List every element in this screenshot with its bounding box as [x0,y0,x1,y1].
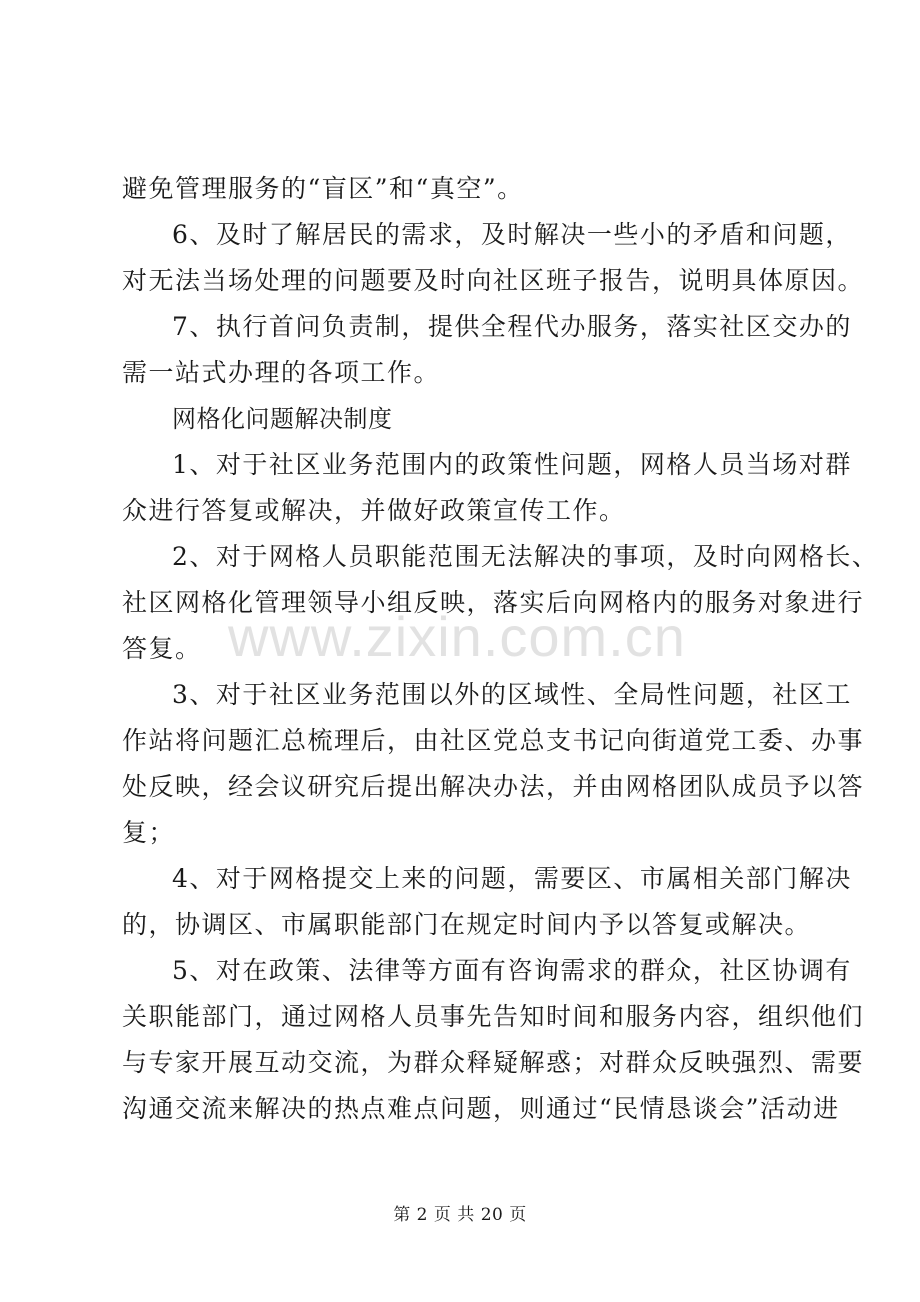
text-line: 1、对于社区业务范围内的政策性问题，网格人员当场对群 [172,450,852,479]
text-line: 的，协调区、市属职能部门在规定时间内予以答复或解决。 [122,910,812,939]
text-line: 处反映，经会议研究后提出解决办法，并由网格团队成员予以答 [122,772,865,801]
text-line: 与专家开展互动交流，为群众释疑解惑；对群众反映强烈、需要 [122,1048,865,1077]
text-line: 作站将问题汇总梳理后，由社区党总支书记向街道党工委、办事 [122,726,865,755]
text-line: 众进行答复或解决，并做好政策宣传工作。 [122,496,626,525]
text-line: 7、执行首问负责制，提供全程代办服务，落实社区交办的 [172,312,852,341]
text-line: 关职能部门，通过网格人员事先告知时间和服务内容，组织他们 [122,1002,865,1031]
text-line: 对无法当场处理的问题要及时向社区班子报告，说明具体原因。 [122,266,865,295]
text-line: 避免管理服务的“盲区”和“真空”。 [122,174,524,203]
text-line: 社区网格化管理领导小组反映，落实后向网格内的服务对象进行 [122,588,865,617]
text-line: 复； [122,818,176,847]
text-line: 5、对在政策、法律等方面有咨询需求的群众，社区协调有 [172,956,852,985]
watermark: www.zixin.com.cn [228,605,686,668]
text-line: 答复。 [122,634,202,663]
text-line: 3、对于社区业务范围以外的区域性、全局性问题，社区工 [172,680,852,709]
page-footer: 第 2 页 共 20 页 [393,1205,527,1225]
text-line: 需一站式办理的各项工作。 [122,358,441,387]
text-line: 2、对于网格人员职能范围无法解决的事项，及时向网格长、 [172,542,879,571]
section-heading: 网格化问题解决制度 [172,405,393,433]
text-line: 沟通交流来解决的热点难点问题，则通过“民情恳谈会”活动进 [122,1094,840,1123]
document-body [122,166,879,1132]
text-line: 6、及时了解居民的需求，及时解决一些小的矛盾和问题， [172,220,852,249]
text-line: 4、对于网格提交上来的问题，需要区、市属相关部门解决 [172,864,852,893]
